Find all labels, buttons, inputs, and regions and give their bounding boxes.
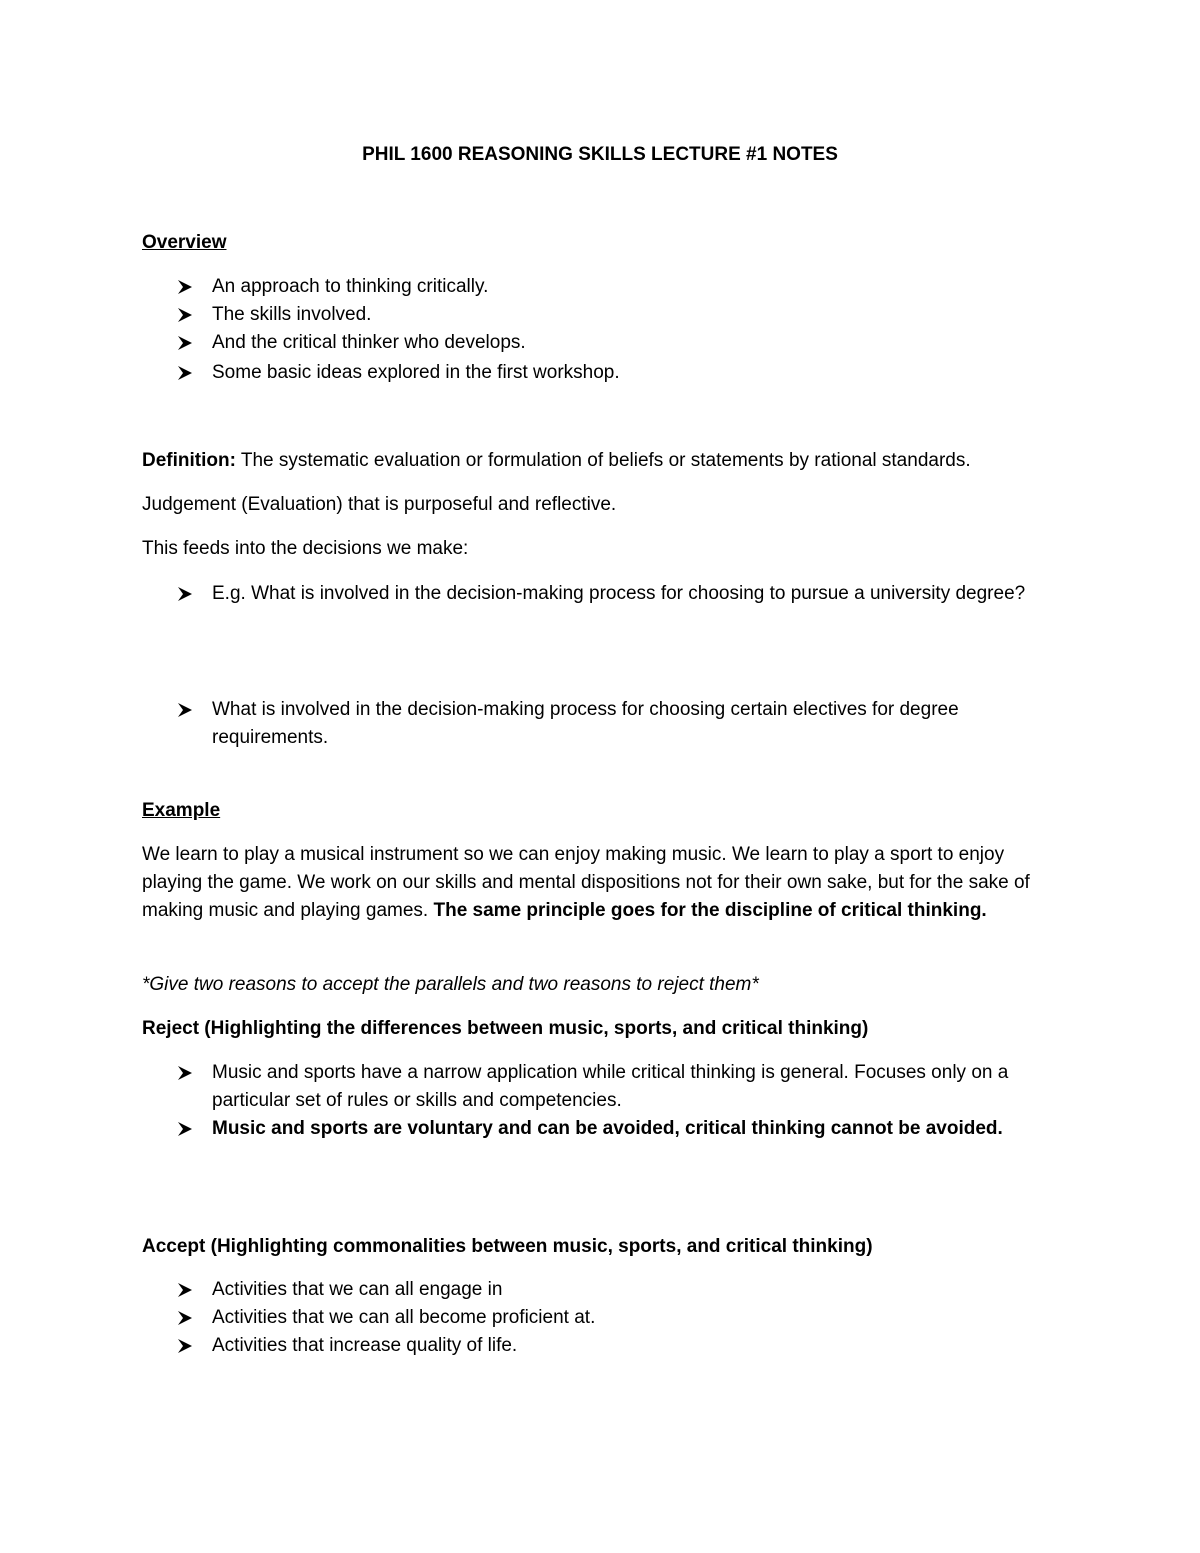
arrowhead-bullet-icon (176, 1309, 194, 1327)
reject-list (176, 1059, 1056, 1143)
arrowhead-bullet-icon (176, 278, 194, 296)
feeds-paragraph: This feeds into the decisions we make: (142, 538, 469, 559)
arrowhead-bullet-icon (176, 1064, 194, 1082)
example-text: We learn to play a musical instrument so we can enjoy making music. We learn to play a sport to enjoy playing the game. We work on our skills and mental dispositions not for their own sake, but for the sake of making music and playing games. (142, 844, 1030, 921)
arrowhead-bullet-icon (176, 1337, 194, 1355)
list-item: Some basic ideas explored in the first workshop. (176, 359, 1056, 387)
list-item: Activities that increase quality of life. (176, 1332, 1056, 1360)
example-bold-text: The same principle goes for the discipline of critical thinking. (433, 900, 987, 921)
arrowhead-bullet-icon (176, 1120, 194, 1138)
list-item: An approach to thinking critically. (176, 273, 1056, 301)
list-item: Activities that we can all become proficient at. (176, 1304, 1056, 1332)
accept-heading: Accept (Highlighting commonalities between music, sports, and critical thinking) (142, 1236, 873, 1257)
definition-label: Definition: (142, 450, 236, 471)
list-item: Activities that we can all engage in (176, 1276, 1056, 1304)
example-prompt: *Give two reasons to accept the parallels and two reasons to reject them* (142, 974, 759, 995)
arrowhead-bullet-icon (176, 306, 194, 324)
document-title: PHIL 1600 REASONING SKILLS LECTURE #1 NOTES (362, 144, 838, 165)
accept-list (176, 1276, 1056, 1360)
definition-text: The systematic evaluation or formulation of beliefs or statements by rational standards. (235, 450, 971, 471)
list-item: The skills involved. (176, 301, 1056, 329)
overview-heading: Overview (142, 232, 227, 253)
list-item: E.g. What is involved in the decision-making process for choosing to pursue a university degree? (176, 580, 1056, 608)
reject-heading: Reject (Highlighting the differences between music, sports, and critical thinking) (142, 1018, 869, 1039)
arrowhead-bullet-icon (176, 364, 194, 382)
decision-list-2 (176, 696, 1056, 752)
overview-list (176, 273, 1056, 387)
list-item: What is involved in the decision-making process for choosing certain electives for degree requirements. (176, 696, 1056, 752)
list-item: Music and sports have a narrow application while critical thinking is general. Focuses only on a particular set of rules or skills and competencies. (176, 1059, 1056, 1115)
example-paragraph (142, 841, 1062, 925)
arrowhead-bullet-icon (176, 334, 194, 352)
arrowhead-bullet-icon (176, 701, 194, 719)
example-heading: Example (142, 800, 221, 821)
decision-list-1 (176, 580, 1056, 608)
arrowhead-bullet-icon (176, 585, 194, 603)
definition-paragraph (142, 447, 1062, 475)
list-item: And the critical thinker who develops. (176, 329, 1056, 359)
judgement-paragraph: Judgement (Evaluation) that is purposeful and reflective. (142, 494, 617, 515)
arrowhead-bullet-icon (176, 1281, 194, 1299)
list-item: Music and sports are voluntary and can be avoided, critical thinking cannot be avoided. (176, 1115, 1056, 1143)
